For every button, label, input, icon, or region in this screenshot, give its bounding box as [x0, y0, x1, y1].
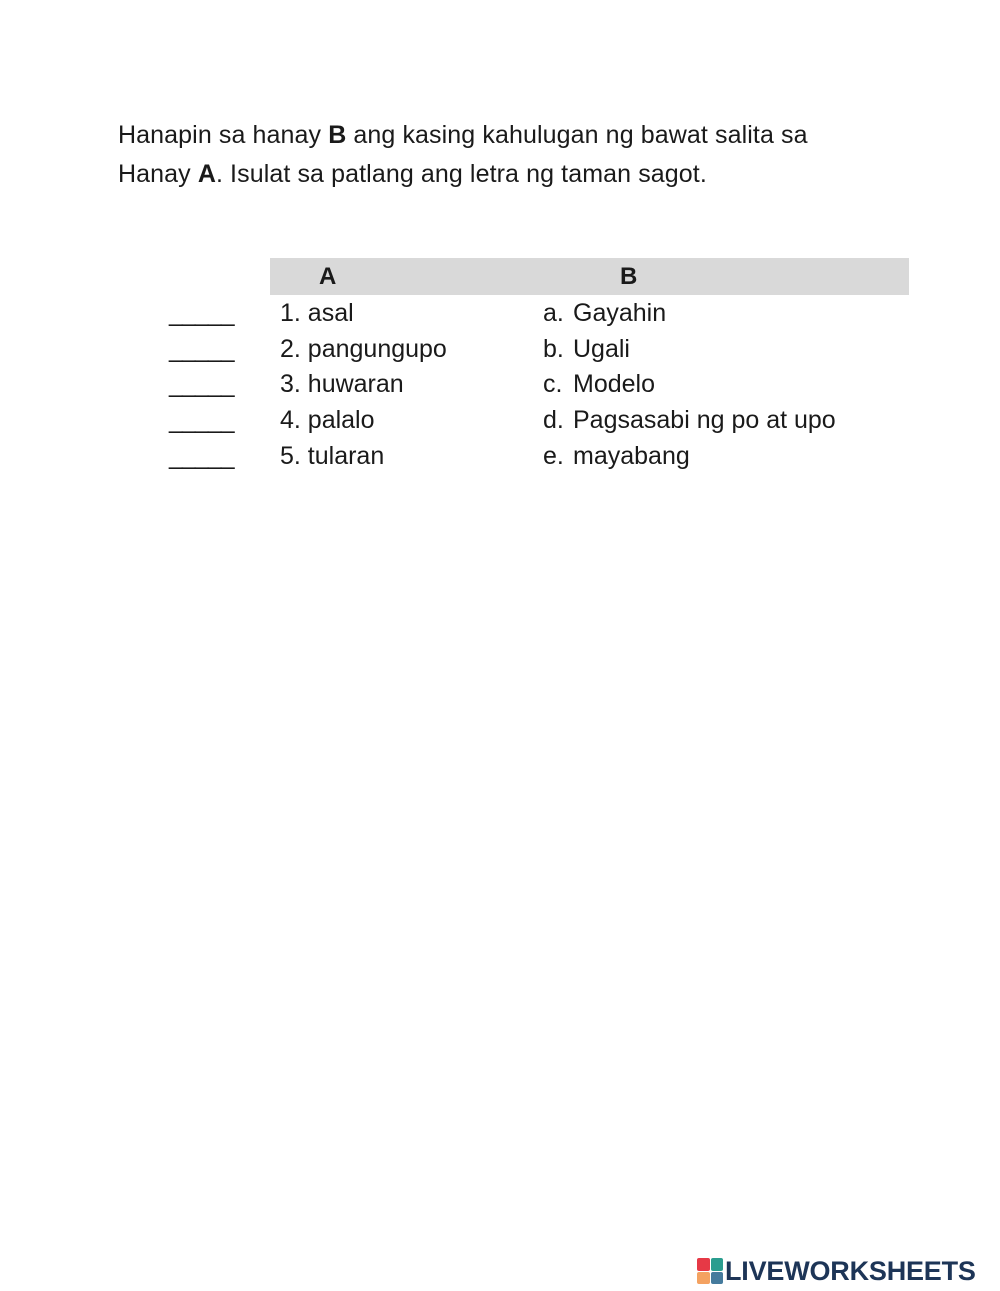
table-row	[0, 441, 1000, 477]
column-a-header: A	[319, 263, 337, 290]
answer-blank[interactable]: _____	[169, 370, 234, 398]
instructions-bold-a: A	[197, 160, 216, 188]
term-a: 4. palalo	[280, 406, 375, 434]
definition-b: Ugali	[573, 335, 630, 363]
instructions-text-3: . Isulat sa patlang ang letra ng taman sagot.	[215, 160, 707, 188]
definition-letter: e.	[543, 442, 564, 470]
liveworksheets-logo[interactable]	[697, 1256, 976, 1286]
term-a: 1. asal	[280, 299, 354, 327]
answer-blank[interactable]: _____	[169, 299, 234, 327]
term-a: 2. pangungupo	[280, 335, 447, 363]
definition-letter: c.	[543, 370, 563, 398]
term-a: 3. huwaran	[280, 370, 404, 398]
table-row	[0, 298, 1000, 334]
table-row	[0, 334, 1000, 370]
answer-blank[interactable]: _____	[169, 442, 234, 470]
instructions-text-2: ang kasing kahulugan ng bawat salita sa Hanay	[118, 121, 808, 188]
term-a: 5. tularan	[280, 442, 385, 470]
answer-blank[interactable]: _____	[169, 406, 234, 434]
answer-blank[interactable]: _____	[169, 335, 234, 363]
definition-b: Gayahin	[573, 299, 667, 327]
definition-letter: b.	[543, 335, 564, 363]
definition-letter: d.	[543, 406, 564, 434]
definition-b: Pagsasabi ng po at upo	[573, 406, 836, 434]
definition-b: Modelo	[573, 370, 655, 398]
logo-text: LIVEWORKSHEETS	[725, 1255, 976, 1286]
table-row	[0, 405, 1000, 441]
table-row	[0, 369, 1000, 405]
instructions-bold-b: B	[328, 121, 347, 149]
instructions	[118, 116, 878, 194]
column-b-header: B	[620, 263, 638, 290]
liveworksheets-logo-icon	[697, 1258, 723, 1284]
table-header-band	[270, 258, 909, 295]
instructions-text-1: Hanapin sa hanay	[118, 121, 329, 149]
definition-letter: a.	[543, 299, 564, 327]
definition-b: mayabang	[573, 442, 690, 470]
